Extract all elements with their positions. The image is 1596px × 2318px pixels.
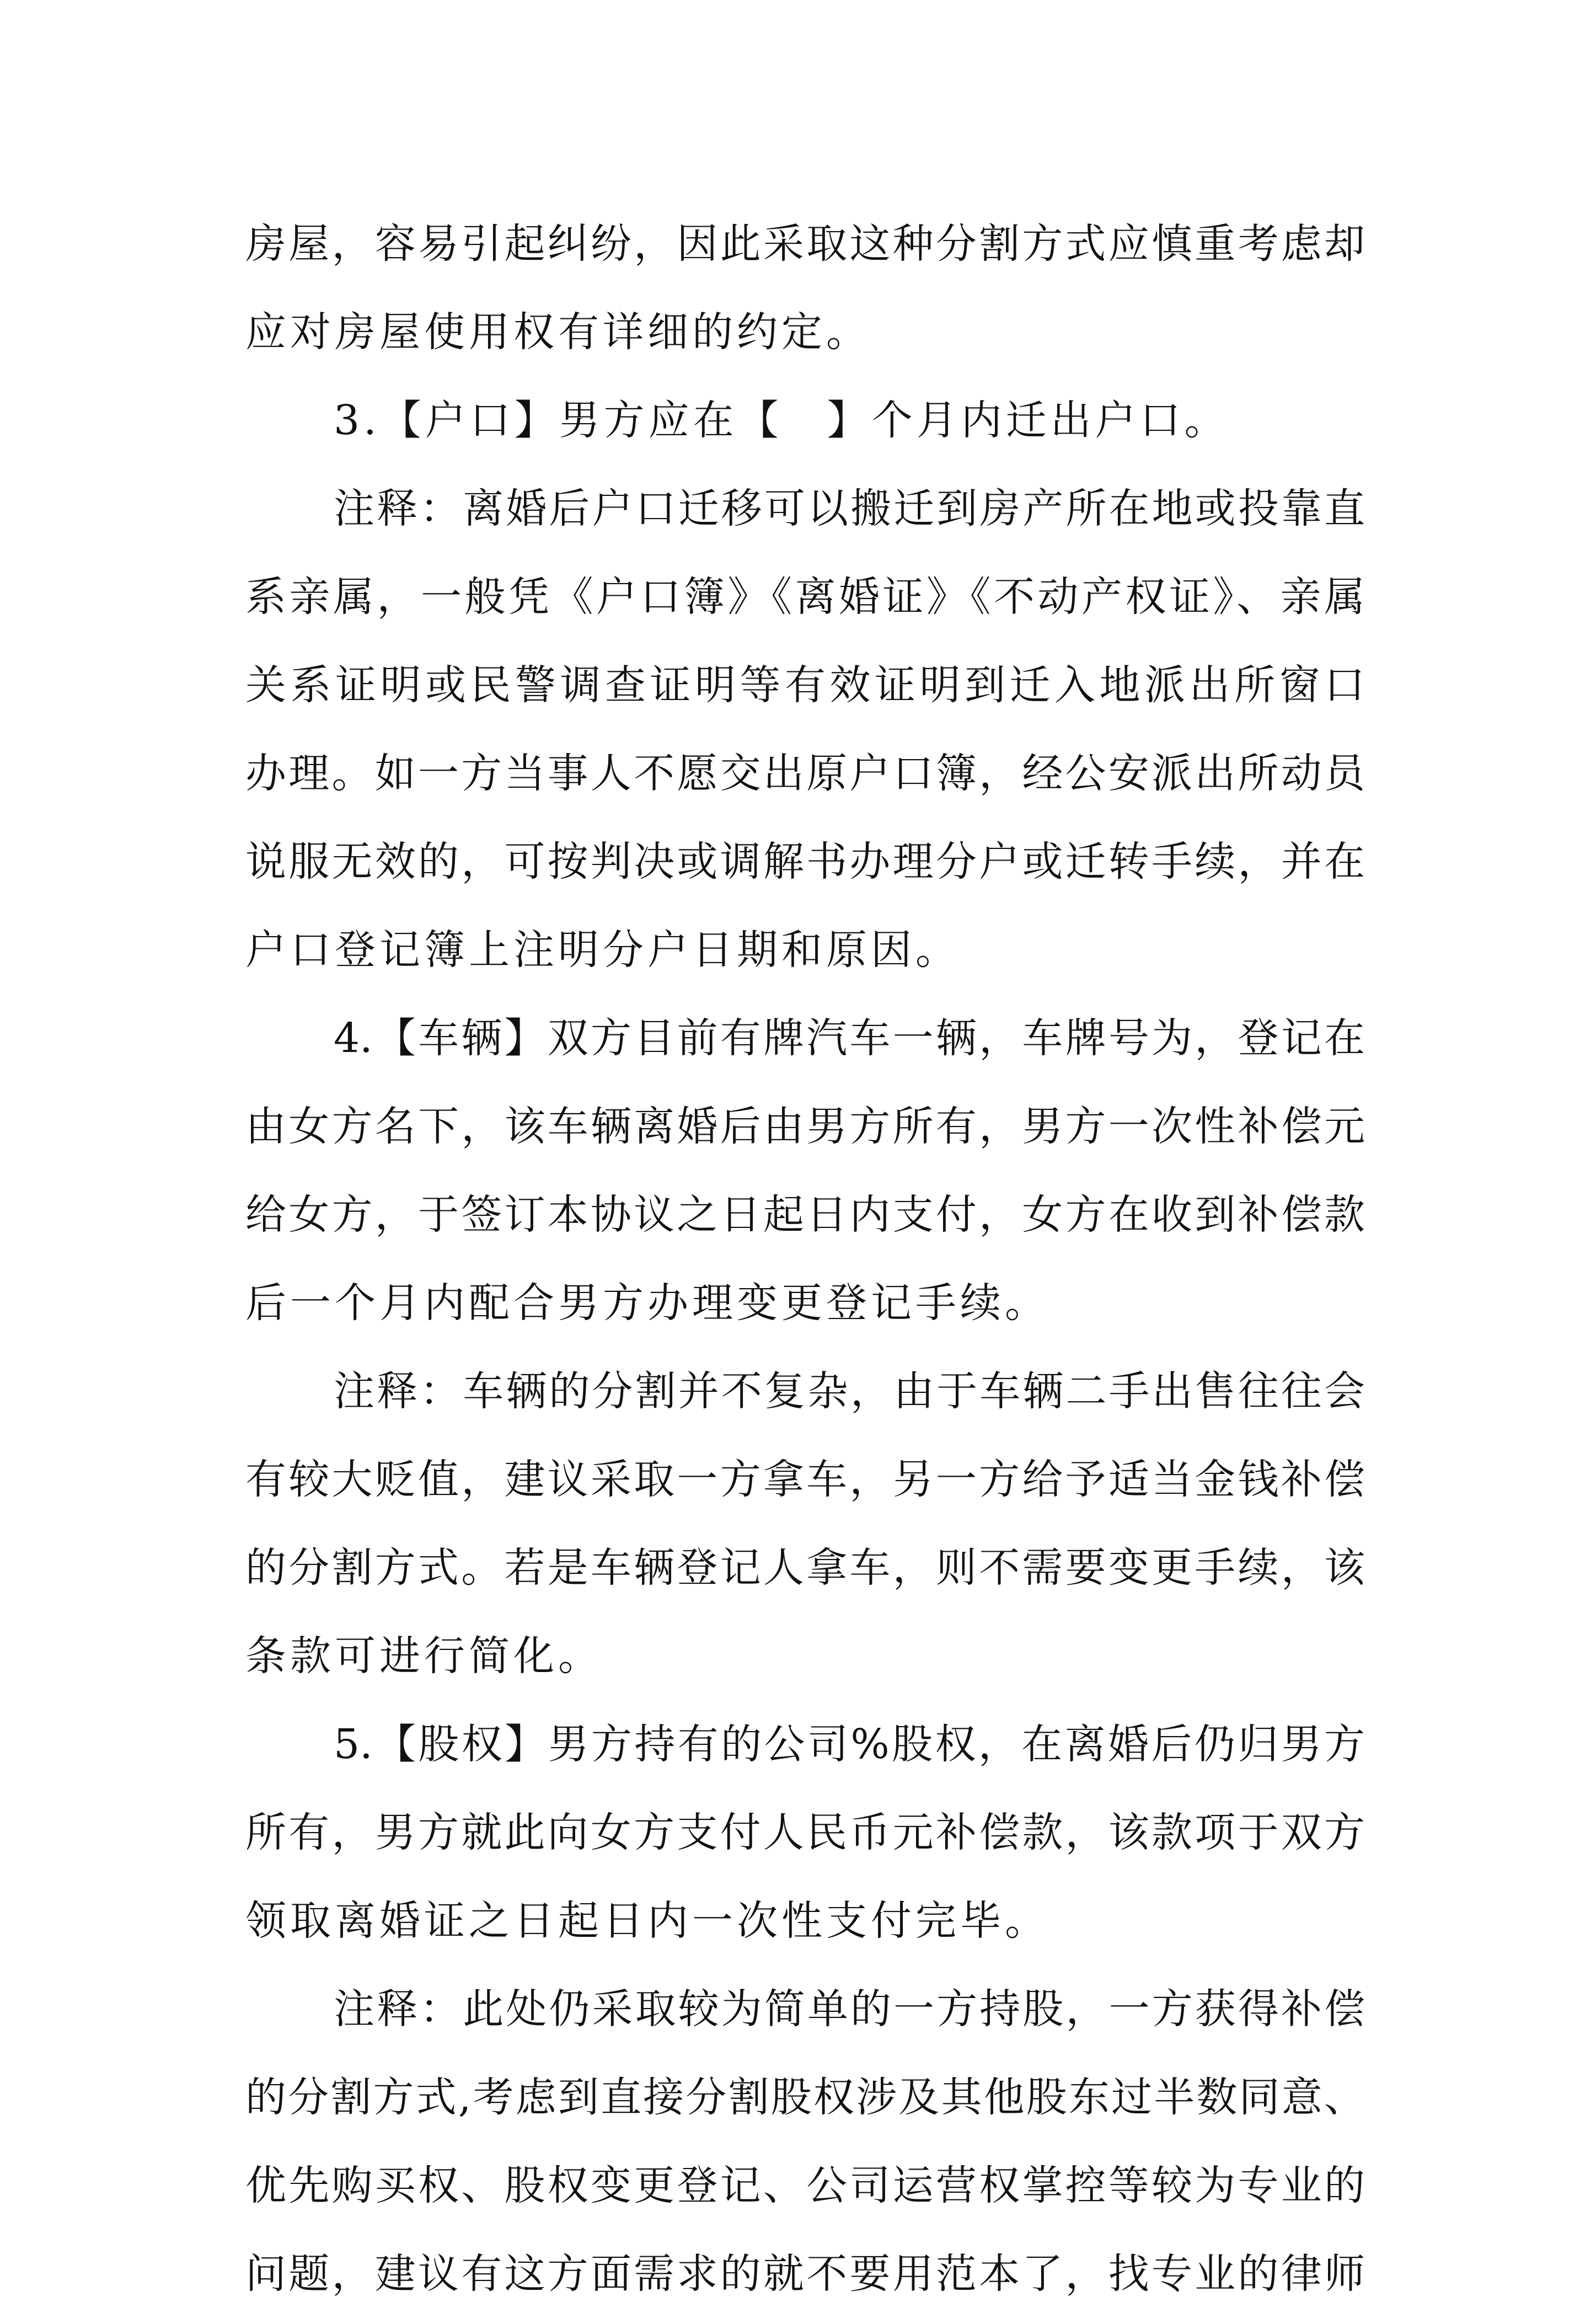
text-line: 办理。如一方当事人不愿交出原户口簿，经公安派出所动员: [245, 750, 1365, 797]
text-line: 领取离婚证之日起日内一次性支付完毕。: [245, 1897, 1049, 1945]
text-line: 4.【车辆】双方目前有牌汽车一辆，车牌号为，登记在: [334, 1014, 1365, 1062]
text-line: 注释：离婚后户口迁移可以搬迁到房产所在地或投靠直: [334, 485, 1365, 532]
text-line: 有较大贬值，建议采取一方拿车，另一方给予适当金钱补偿: [245, 1456, 1365, 1503]
text-line: 优先购买权、股权变更登记、公司运营权掌控等较为专业的: [245, 2162, 1365, 2209]
clause-hukou: [245, 376, 1365, 464]
text-line: 5.【股权】男方持有的公司%股权，在离婚后仍归男方: [334, 1721, 1365, 1768]
paragraph-house-note-end: [245, 200, 1365, 376]
clause-equity: [245, 1700, 1365, 1965]
document-page: [245, 200, 1365, 2318]
text-line: 所有，男方就此向女方支付人民币元补偿款，该款项于双方: [245, 1809, 1365, 1856]
note-hukou: [245, 464, 1365, 994]
text-line: 说服无效的，可按判决或调解书办理分户或迁转手续，并在: [245, 838, 1365, 885]
text-line: 给女方，于签订本协议之日起日内支付，女方在收到补偿款: [245, 1191, 1365, 1238]
note-vehicle: [245, 1347, 1365, 1700]
clause-vehicle: [245, 994, 1365, 1347]
text-line: 注释：车辆的分割并不复杂，由于车辆二手出售往往会: [334, 1368, 1365, 1415]
text-line: 户口登记簿上注明分户日期和原因。: [245, 926, 960, 974]
text-line: 应对房屋使用权有详细的约定。: [245, 308, 871, 356]
text-line: 后一个月内配合男方办理变更登记手续。: [245, 1279, 1049, 1327]
text-line: 房屋，容易引起纠纷，因此采取这种分割方式应慎重考虑却: [245, 220, 1365, 268]
text-line: 由女方名下，该车辆离婚后由男方所有，男方一次性补偿元: [245, 1103, 1365, 1150]
text-line: 条款可进行简化。: [245, 1632, 603, 1680]
text-line: 关系证明或民警调查证明等有效证明到迁入地派出所窗口: [245, 661, 1365, 709]
text-line: 3.【户口】男方应在【 】个月内迁出户口。: [334, 397, 1229, 444]
text-line: 系亲属，一般凭《户口簿》《离婚证》《不动产权证》、亲属: [245, 573, 1365, 621]
text-line: 的分割方式,考虑到直接分割股权涉及其他股东过半数同意、: [245, 2074, 1365, 2121]
text-line: 问题，建议有这方面需求的就不要用范本了，找专业的律师: [245, 2250, 1365, 2298]
text-line: 的分割方式。若是车辆登记人拿车，则不需要变更手续，该: [245, 1544, 1365, 1591]
note-equity: [245, 1965, 1365, 2318]
text-line: 注释：此处仍采取较为简单的一方持股，一方获得补偿: [334, 1985, 1365, 2033]
